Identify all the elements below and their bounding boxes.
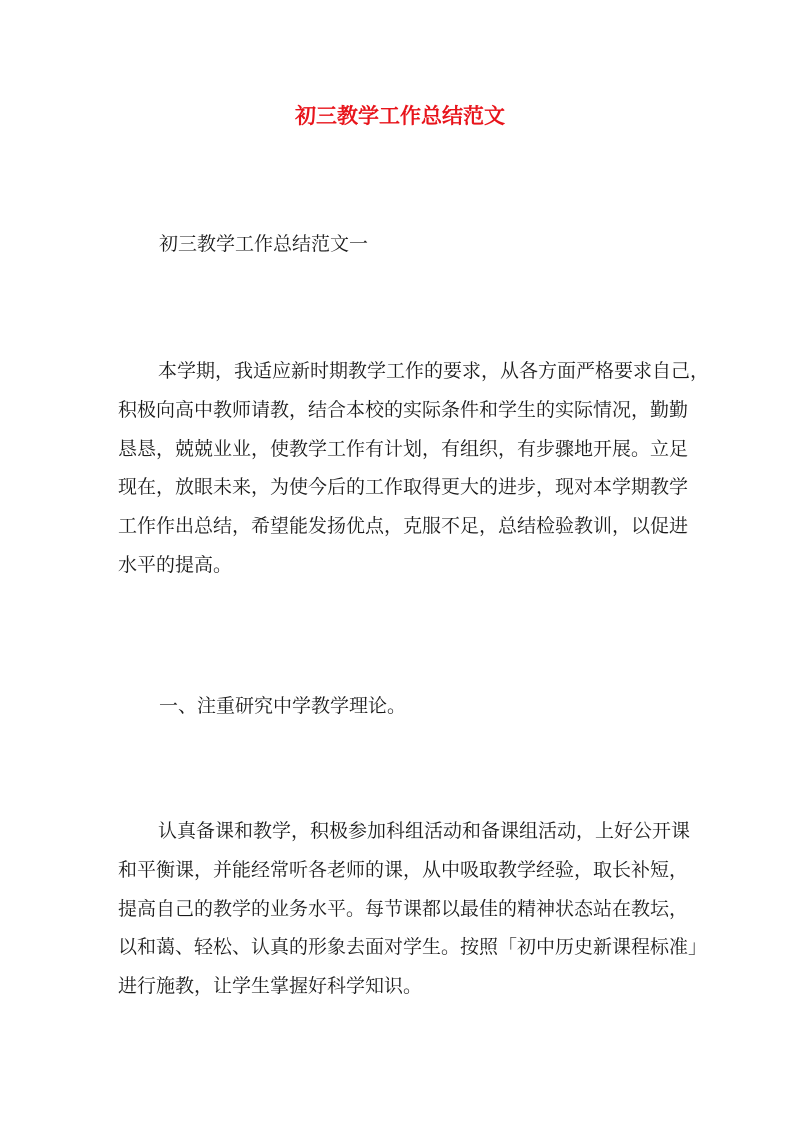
section-heading: 一、注重研究中学教学理论。 <box>159 695 407 717</box>
document-subtitle: 初三教学工作总结范文一 <box>159 233 369 255</box>
paragraph-line: 本学期，我适应新时期教学工作的要求，从各方面严格要求自己， <box>158 360 710 382</box>
intro-paragraph <box>118 352 710 585</box>
paragraph-line: 现在，放眼未来，为使今后的工作取得更大的进步，现对本学期教学 <box>118 476 689 499</box>
paragraph-line: 积极向高中教师请教，结合本校的实际条件和学生的实际情况，勤勤 <box>118 398 689 421</box>
paragraph-line: 恳恳，兢兢业业，使教学工作有计划，有组织，有步骤地开展。立足 <box>118 437 689 460</box>
paragraph-line: 工作作出总结，希望能发扬优点，克服不足，总结检验教训，以促进 <box>118 515 689 538</box>
paragraph-line: 进行施教，让学生掌握好科学知识。 <box>118 975 423 998</box>
document-title: 初三教学工作总结范文 <box>295 103 505 128</box>
paragraph-line: 以和蔼、轻松、认真的形象去面对学生。按照「初中历史新课程标准」 <box>118 936 708 959</box>
paragraph-line: 认真备课和教学，积极参加科组活动和备课组活动，上好公开课 <box>158 820 691 842</box>
paragraph-line: 提高自己的教学的业务水平。每节课都以最佳的精神状态站在教坛， <box>118 897 689 920</box>
section-paragraph <box>118 812 708 1006</box>
paragraph-line: 水平的提高。 <box>118 553 233 576</box>
paragraph-line: 和平衡课，并能经常听各老师的课，从中吸取教学经验，取长补短， <box>118 858 689 881</box>
